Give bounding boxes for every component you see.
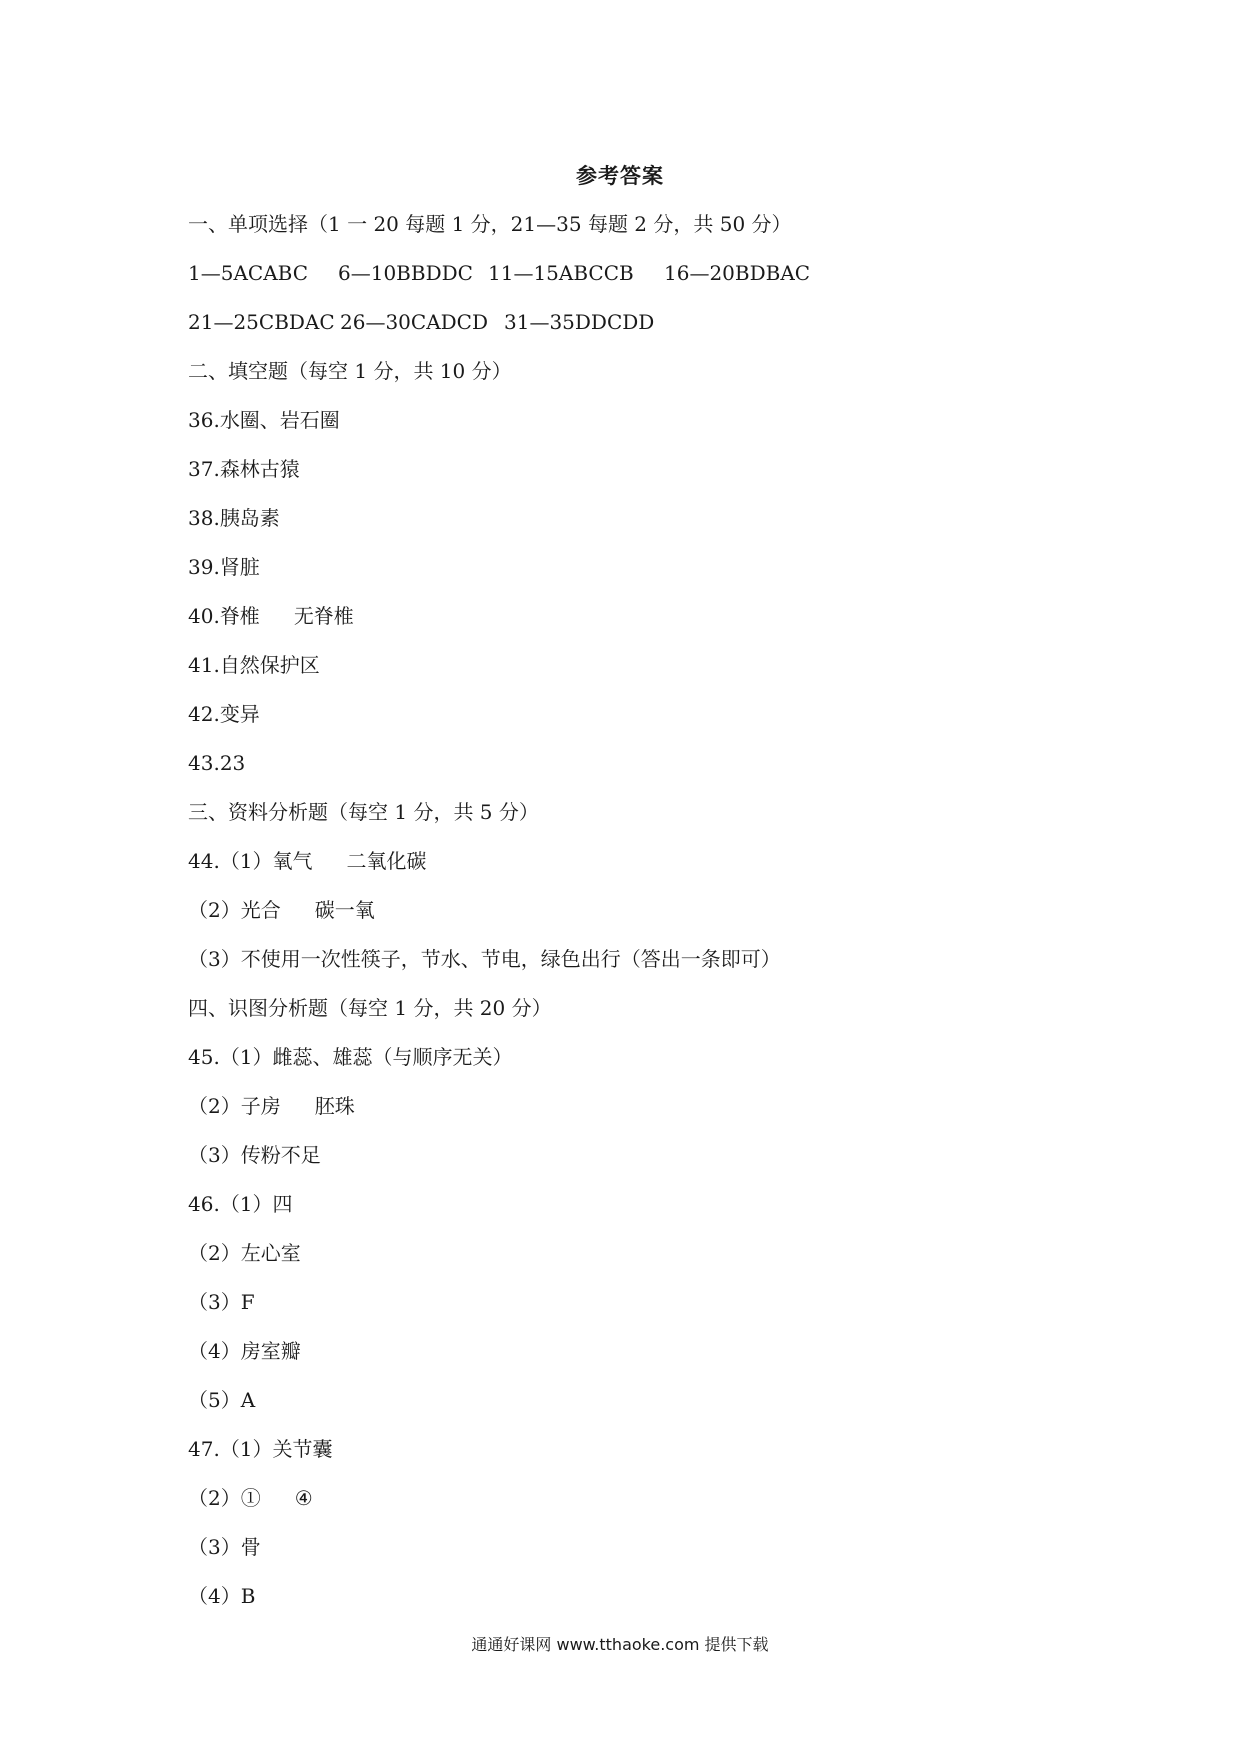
section-heading-figure-analysis: 四、识图分析题（每空 1 分，共 20 分） — [188, 996, 552, 1020]
question-number: 39. — [188, 555, 220, 579]
part-label: （1） — [219, 849, 273, 873]
answer-text: 传粉不足 — [240, 1143, 321, 1167]
answer-47-part-4 — [188, 1580, 1088, 1629]
question-number: 37. — [188, 457, 220, 481]
answer-text: 氧气 — [272, 849, 313, 873]
answer-46-part-5 — [188, 1384, 1088, 1433]
question-number: 45. — [188, 1045, 220, 1069]
answer-44-part-2 — [188, 894, 1088, 943]
answer-text: 房室瓣 — [240, 1339, 301, 1363]
answer-text: ① — [240, 1486, 261, 1510]
question-number: 41. — [188, 653, 220, 677]
answer-text: 二氧化碳 — [346, 849, 427, 873]
choice-group: 26—30CADCD — [340, 310, 489, 334]
question-number: 40. — [188, 604, 220, 628]
answer-content — [188, 208, 1088, 1629]
answer-text: 子房 — [240, 1094, 281, 1118]
answer-37 — [188, 453, 1088, 502]
choice-group: 21—25CBDAC — [188, 310, 335, 334]
part-label: （2） — [188, 1241, 241, 1265]
choice-answers-row-2 — [188, 306, 1088, 355]
answer-47-part-2 — [188, 1482, 1088, 1531]
answer-text: A — [240, 1388, 256, 1412]
question-number: 44. — [188, 849, 220, 873]
answer-42 — [188, 698, 1088, 747]
answer-40 — [188, 600, 1088, 649]
section-heading-data-analysis: 三、资料分析题（每空 1 分，共 5 分） — [188, 800, 539, 824]
answer-46-part-4 — [188, 1335, 1088, 1384]
part-label: （1） — [219, 1045, 273, 1069]
answer-text: B — [240, 1584, 256, 1608]
answer-text: 光合 — [240, 898, 281, 922]
page-title: 参考答案 — [576, 163, 664, 188]
answer-45-part-3 — [188, 1139, 1088, 1188]
answer-text: 水圈、岩石圈 — [219, 408, 340, 432]
answer-47-part-1 — [188, 1433, 1088, 1482]
part-label: （5） — [188, 1388, 241, 1412]
answer-text: 脊椎 — [219, 604, 260, 628]
answer-text: 胰岛素 — [219, 506, 280, 530]
answer-text: 四 — [272, 1192, 293, 1216]
part-label: （1） — [219, 1437, 273, 1461]
answer-44-part-3 — [188, 943, 1088, 992]
answer-38 — [188, 502, 1088, 551]
answer-text: 23 — [219, 751, 246, 775]
question-number: 47. — [188, 1437, 220, 1461]
question-number: 38. — [188, 506, 220, 530]
answer-text: 骨 — [240, 1535, 261, 1559]
answer-41 — [188, 649, 1088, 698]
part-label: （2） — [188, 1094, 241, 1118]
answer-36 — [188, 404, 1088, 453]
part-label: （3） — [188, 1290, 241, 1314]
part-label: （4） — [188, 1584, 241, 1608]
section-heading-fill-in: 二、填空题（每空 1 分，共 10 分） — [188, 359, 512, 383]
download-footer: 通通好课网 www.tthaoke.com 提供下载 — [471, 1635, 769, 1654]
question-number: 46. — [188, 1192, 220, 1216]
question-number: 36. — [188, 408, 220, 432]
answer-46-part-2 — [188, 1237, 1088, 1286]
choice-group: 6—10BBDDC — [338, 261, 473, 285]
choice-group: 11—15ABCCB — [488, 261, 634, 285]
part-label: （1） — [219, 1192, 273, 1216]
answer-text: 森林古猿 — [219, 457, 300, 481]
answer-45-part-1 — [188, 1041, 1088, 1090]
answer-44-part-1 — [188, 845, 1088, 894]
answer-text: 变异 — [219, 702, 260, 726]
choice-group: 16—20BDBAC — [664, 261, 811, 285]
part-label: （2） — [188, 1486, 241, 1510]
part-label: （3） — [188, 947, 241, 971]
answer-text: 左心室 — [240, 1241, 301, 1265]
choice-answers-row-1 — [188, 257, 1088, 306]
part-label: （3） — [188, 1535, 241, 1559]
question-number: 42. — [188, 702, 220, 726]
answer-47-part-3 — [188, 1531, 1088, 1580]
choice-group: 1—5ACABC — [188, 261, 309, 285]
answer-text: 无脊椎 — [293, 604, 354, 628]
answer-text: F — [240, 1290, 255, 1314]
section-heading-choice: 一、单项选择（1 一 20 每题 1 分，21—35 每题 2 分，共 50 分） — [188, 212, 792, 236]
answer-text: 自然保护区 — [219, 653, 320, 677]
answer-text: ④ — [294, 1486, 313, 1510]
answer-text: 不使用一次性筷子，节水、节电，绿色出行（答出一条即可） — [240, 947, 781, 971]
part-label: （3） — [188, 1143, 241, 1167]
answer-45-part-2 — [188, 1090, 1088, 1139]
part-label: （2） — [188, 898, 241, 922]
part-label: （4） — [188, 1339, 241, 1363]
choice-group: 31—35DDCDD — [504, 310, 655, 334]
answer-39 — [188, 551, 1088, 600]
answer-43 — [188, 747, 1088, 796]
answer-text: 关节囊 — [272, 1437, 333, 1461]
answer-46-part-1 — [188, 1188, 1088, 1237]
answer-text: 雌蕊、雄蕊（与顺序无关） — [272, 1045, 513, 1069]
answer-46-part-3 — [188, 1286, 1088, 1335]
answer-text: 碳一氧 — [314, 898, 375, 922]
answer-text: 肾脏 — [219, 555, 260, 579]
answer-text: 胚珠 — [314, 1094, 355, 1118]
question-number: 43. — [188, 751, 220, 775]
